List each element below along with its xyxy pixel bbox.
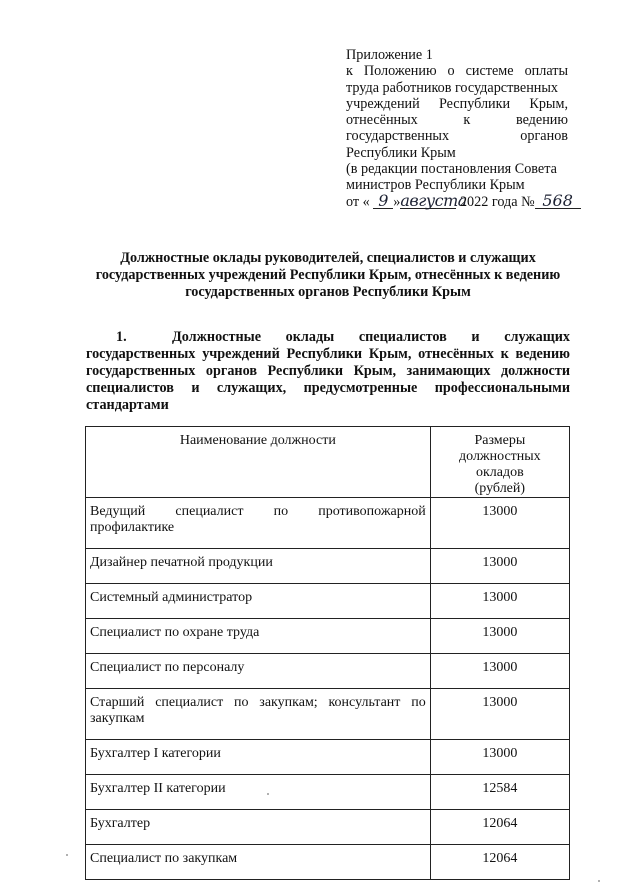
appendix-line: государственных органов [346, 128, 568, 145]
column-header-salary [430, 427, 569, 498]
salary-value: 13000 [430, 689, 569, 740]
table-row [86, 584, 570, 619]
column-header-position: Наименование должности [86, 427, 431, 498]
handwritten-number: 568 [535, 194, 581, 209]
appendix-line: Республики Крым [346, 144, 456, 161]
table-row [86, 740, 570, 775]
resolution-date [346, 190, 573, 210]
salary-value: 13000 [430, 654, 569, 689]
scan-speck [66, 854, 68, 856]
handwritten-month: августа [400, 190, 467, 210]
salary-value: 13000 [430, 619, 569, 654]
date-prefix: от « [346, 193, 370, 210]
salary-value: 12064 [430, 845, 569, 880]
table-row [86, 810, 570, 845]
position-name: Бухгалтер I категории [86, 740, 431, 775]
position-name: Ведущий специалист по противопожарной профилактике [86, 498, 431, 549]
salary-value: 12064 [430, 810, 569, 845]
salary-value: 13000 [430, 584, 569, 619]
table-row [86, 775, 570, 810]
position-name: Системный администратор [86, 584, 431, 619]
table-row [86, 689, 570, 740]
appendix-reference [346, 47, 573, 210]
date-quote: » [393, 193, 401, 210]
position-name: Специалист по закупкам [86, 845, 431, 880]
salary-value: 13000 [430, 740, 569, 775]
scan-speck [267, 793, 269, 795]
document-title: Должностные оклады руководителей, специалистов и служащих государственных учреждений Республики Крым, отнесённых к ведению государственных органов Республики Крым [95, 250, 561, 300]
position-name: Специалист по персоналу [86, 654, 431, 689]
column-header-salary-text: Размеры должностных окладов (рублей) [459, 433, 541, 496]
table-row [86, 654, 570, 689]
appendix-line: отнесённых к ведению [346, 112, 568, 129]
table-row [86, 498, 570, 549]
position-name: Бухгалтер [86, 810, 431, 845]
table-row [86, 845, 570, 880]
appendix-line: к Положению о системе оплаты [346, 63, 568, 80]
salary-value: 12584 [430, 775, 569, 810]
appendix-line: учреждений Республики Крым, [346, 95, 568, 112]
table-row [86, 619, 570, 654]
appendix-line: (в редакции постановления Совета [346, 161, 557, 178]
scan-speck [598, 880, 600, 882]
section-number: 1. [116, 329, 127, 345]
position-name: Бухгалтер II категории [86, 775, 431, 810]
salary-value: 13000 [430, 549, 569, 584]
table-row [86, 549, 570, 584]
salary-value: 13000 [430, 498, 569, 549]
salary-table [85, 426, 570, 880]
appendix-line: труда работников государственных [346, 79, 559, 96]
date-year: 2022 года № [459, 193, 535, 210]
section-text: Должностные оклады специалистов и служащих государственных учреждений Республики Крым, отнесённых к ведению государственных органов Республики Крым, занимающих должности специалистов и служащих, предусмотренные профессиональными стандартами [86, 329, 570, 413]
position-name: Дизайнер печатной продукции [86, 549, 431, 584]
appendix-line: министров Республики Крым [346, 177, 525, 194]
section-heading [86, 329, 570, 414]
position-name: Старший специалист по закупкам; консультант по закупкам [86, 689, 431, 740]
position-name: Специалист по охране труда [86, 619, 431, 654]
handwritten-day: 9 [373, 194, 393, 209]
appendix-line: Приложение 1 [346, 47, 433, 63]
